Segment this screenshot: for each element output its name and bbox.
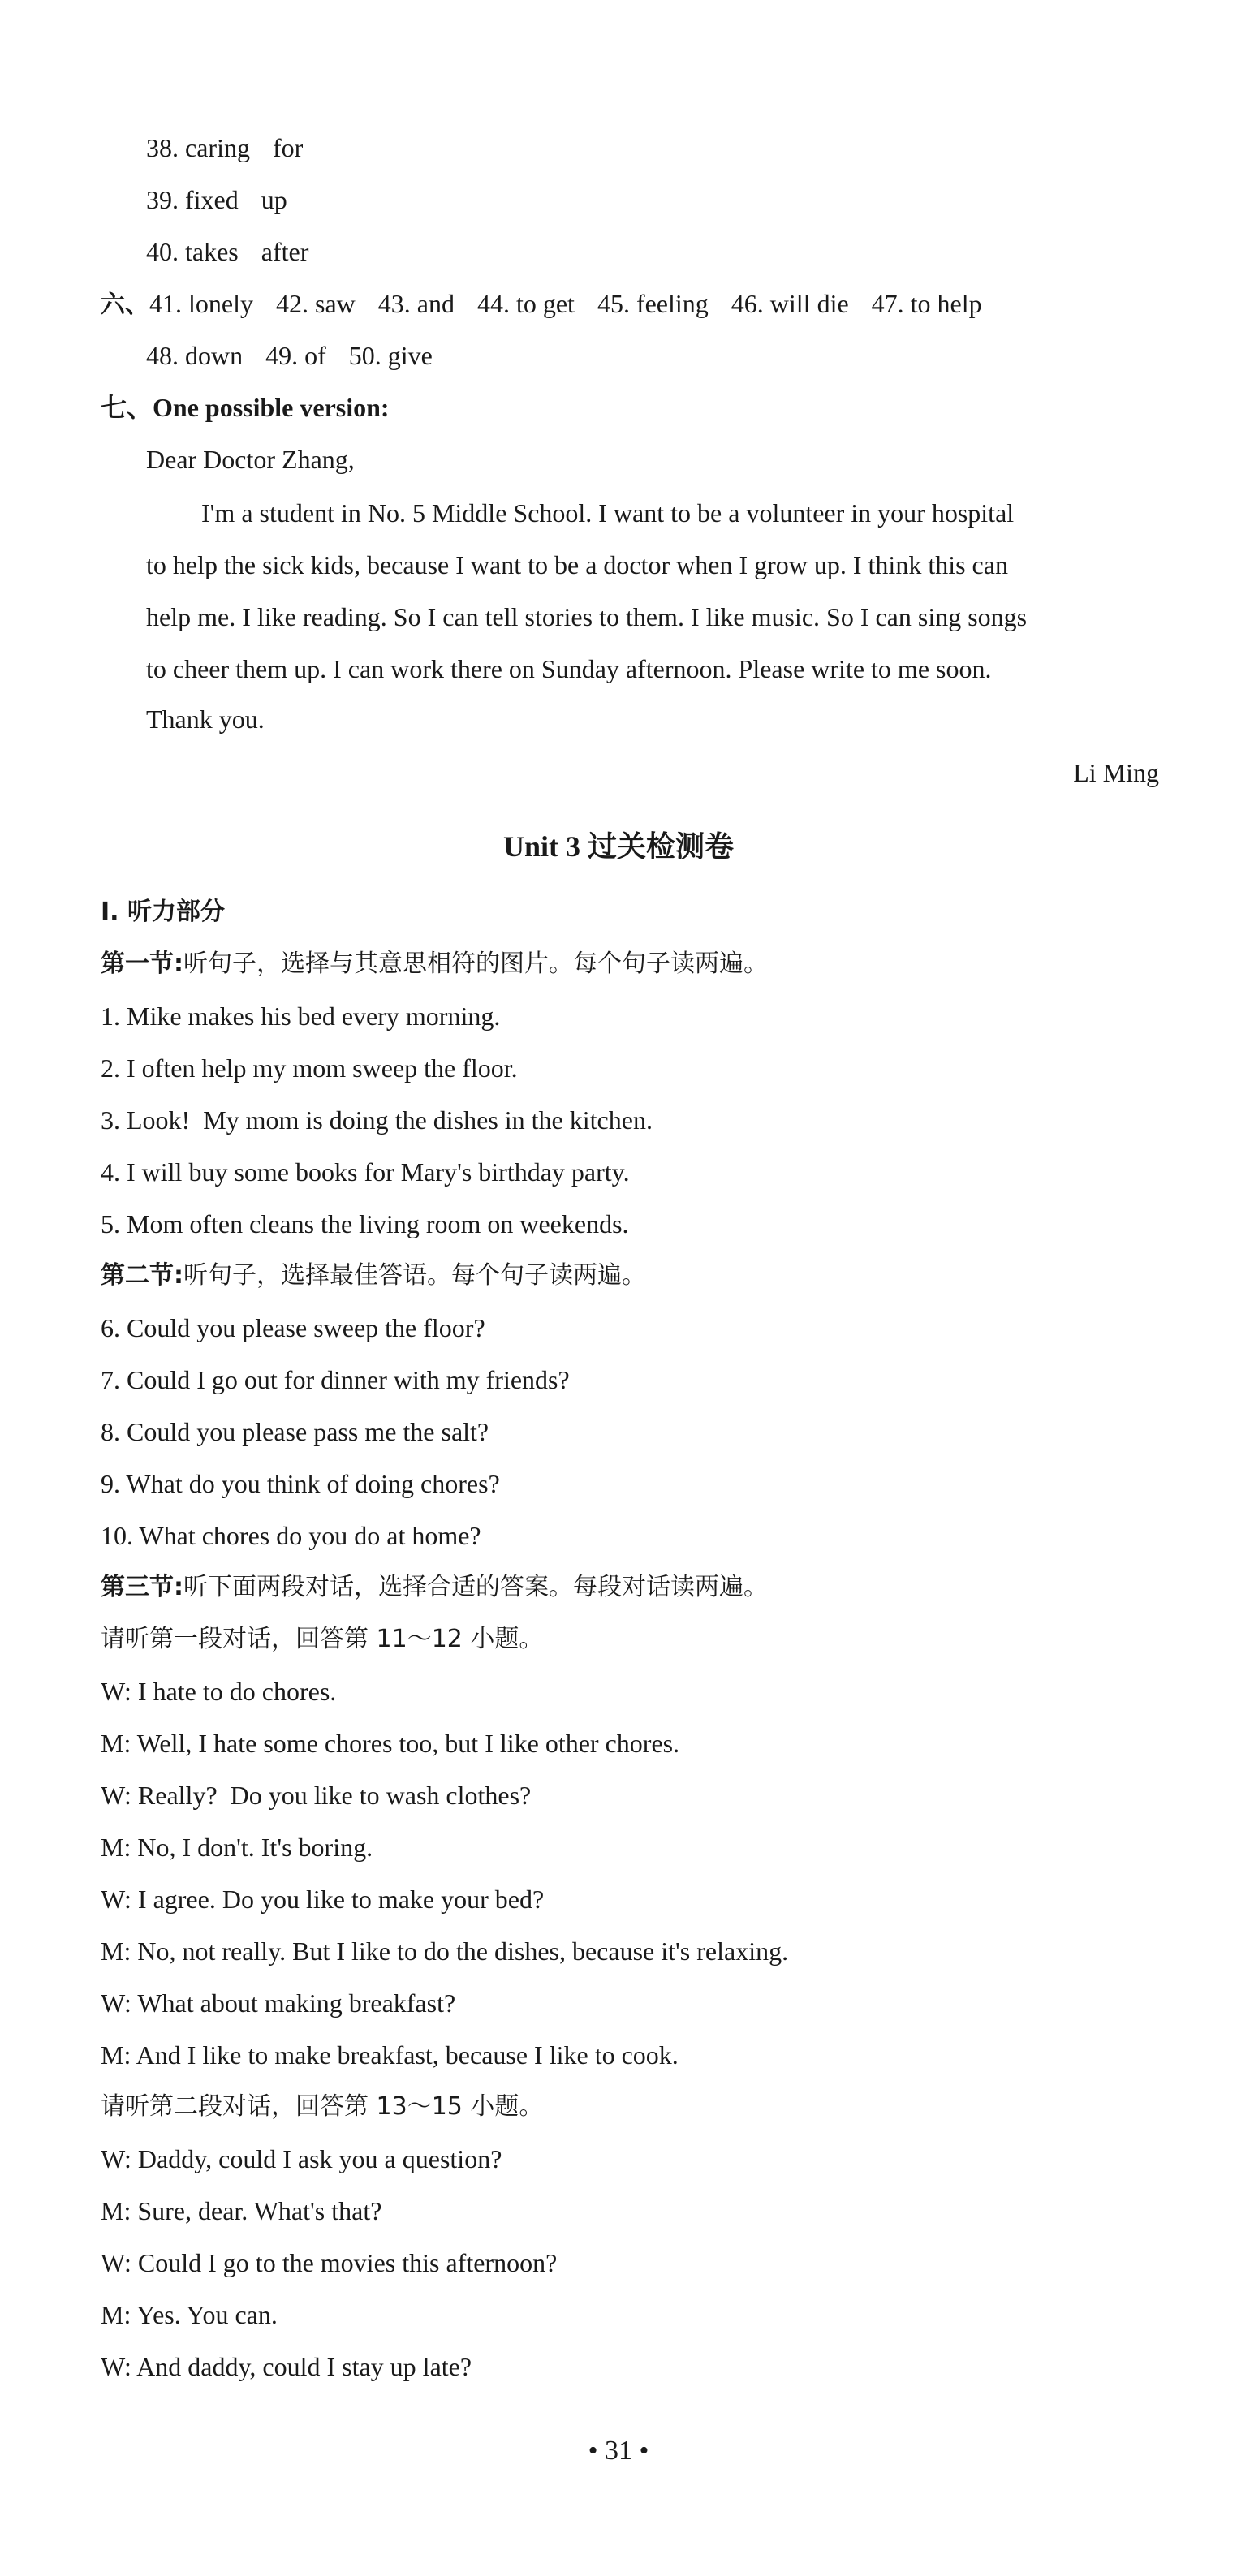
answer-40: 40. takes after	[146, 237, 309, 266]
letter-signature: Li Ming	[1073, 758, 1159, 787]
dialog-2-line-5: W: And daddy, could I stay up late?	[101, 2352, 472, 2381]
dialog-2-line-3: W: Could I go to the movies this afternoon?	[101, 2248, 558, 2277]
part-3-instruction: 第三节:听下面两段对话，选择合适的答案。每段对话读两遍。	[101, 1573, 768, 1601]
dialog-1-line-2: M: Well, I hate some chores too, but I like other chores.	[101, 1729, 680, 1758]
dialog-2-line-4: M: Yes. You can.	[101, 2300, 278, 2329]
answer-38: 38. caring for	[146, 133, 304, 162]
part-2-item-7: 7. Could I go out for dinner with my friends?	[101, 1365, 570, 1394]
section-6-row-1: 六、41. lonely 42. saw 43. and 44. to get 45. feeling 46. will die 47. to help	[101, 289, 982, 319]
dialog-1-line-7: W: What about making breakfast?	[101, 1988, 456, 2018]
part-1-item-4: 4. I will buy some books for Mary's birthday party.	[101, 1157, 630, 1187]
answer-39: 39. fixed up	[146, 185, 287, 214]
dialog-2-line-2: M: Sure, dear. What's that?	[101, 2196, 382, 2225]
dialog-1-intro: 请听第一段对话，回答第 11～12 小题。	[101, 1625, 544, 1653]
part-1-instruction: 第一节:听句子，选择与其意思相符的图片。每个句子读两遍。	[101, 950, 768, 978]
section-7-heading: 七、One possible version:	[101, 393, 390, 422]
page-number: • 31 •	[588, 2436, 649, 2466]
part-2-item-6: 6. Could you please sweep the floor?	[101, 1313, 485, 1342]
dialog-1-line-4: M: No, I don't. It's boring.	[101, 1833, 373, 1862]
letter-line-5: Thank you.	[146, 704, 265, 734]
dialog-1-line-1: W: I hate to do chores.	[101, 1677, 337, 1706]
listening-heading: Ⅰ. 听力部分	[101, 898, 226, 926]
part-2-instruction: 第二节:听句子，选择最佳答语。每个句子读两遍。	[101, 1261, 646, 1290]
dialog-1-line-8: M: And I like to make breakfast, because I like to cook.	[101, 2040, 679, 2070]
part-2-item-10: 10. What chores do you do at home?	[101, 1521, 481, 1550]
letter-line-1: I'm a student in No. 5 Middle School. I want to be a volunteer in your hospital	[201, 498, 1015, 528]
letter-greeting: Dear Doctor Zhang,	[146, 445, 355, 474]
dialog-2-intro: 请听第二段对话，回答第 13～15 小题。	[101, 2092, 544, 2121]
dialog-2-line-1: W: Daddy, could I ask you a question?	[101, 2144, 502, 2173]
dialog-1-line-3: W: Really? Do you like to wash clothes?	[101, 1781, 532, 1810]
part-1-item-1: 1. Mike makes his bed every morning.	[101, 1002, 501, 1031]
letter-line-3: help me. I like reading. So I can tell stories to them. I like music. So I can sing songs	[146, 602, 1028, 631]
part-2-item-8: 8. Could you please pass me the salt?	[101, 1417, 489, 1446]
unit-title: Unit 3 过关检测卷	[502, 830, 734, 863]
part-1-item-3: 3. Look! My mom is doing the dishes in the kitchen.	[101, 1105, 653, 1135]
letter-line-2: to help the sick kids, because I want to be a doctor when I grow up. I think this can	[146, 550, 1008, 579]
dialog-1-line-5: W: I agree. Do you like to make your bed?	[101, 1885, 545, 1914]
section-6-row-2: 48. down 49. of 50. give	[146, 341, 433, 370]
dialog-1-line-6: M: No, not really. But I like to do the dishes, because it's relaxing.	[101, 1936, 789, 1966]
part-1-item-2: 2. I often help my mom sweep the floor.	[101, 1053, 518, 1083]
part-2-item-9: 9. What do you think of doing chores?	[101, 1469, 500, 1498]
letter-line-4: to cheer them up. I can work there on Sunday afternoon. Please write to me soon.	[146, 654, 992, 683]
part-1-item-5: 5. Mom often cleans the living room on weekends.	[101, 1209, 629, 1238]
